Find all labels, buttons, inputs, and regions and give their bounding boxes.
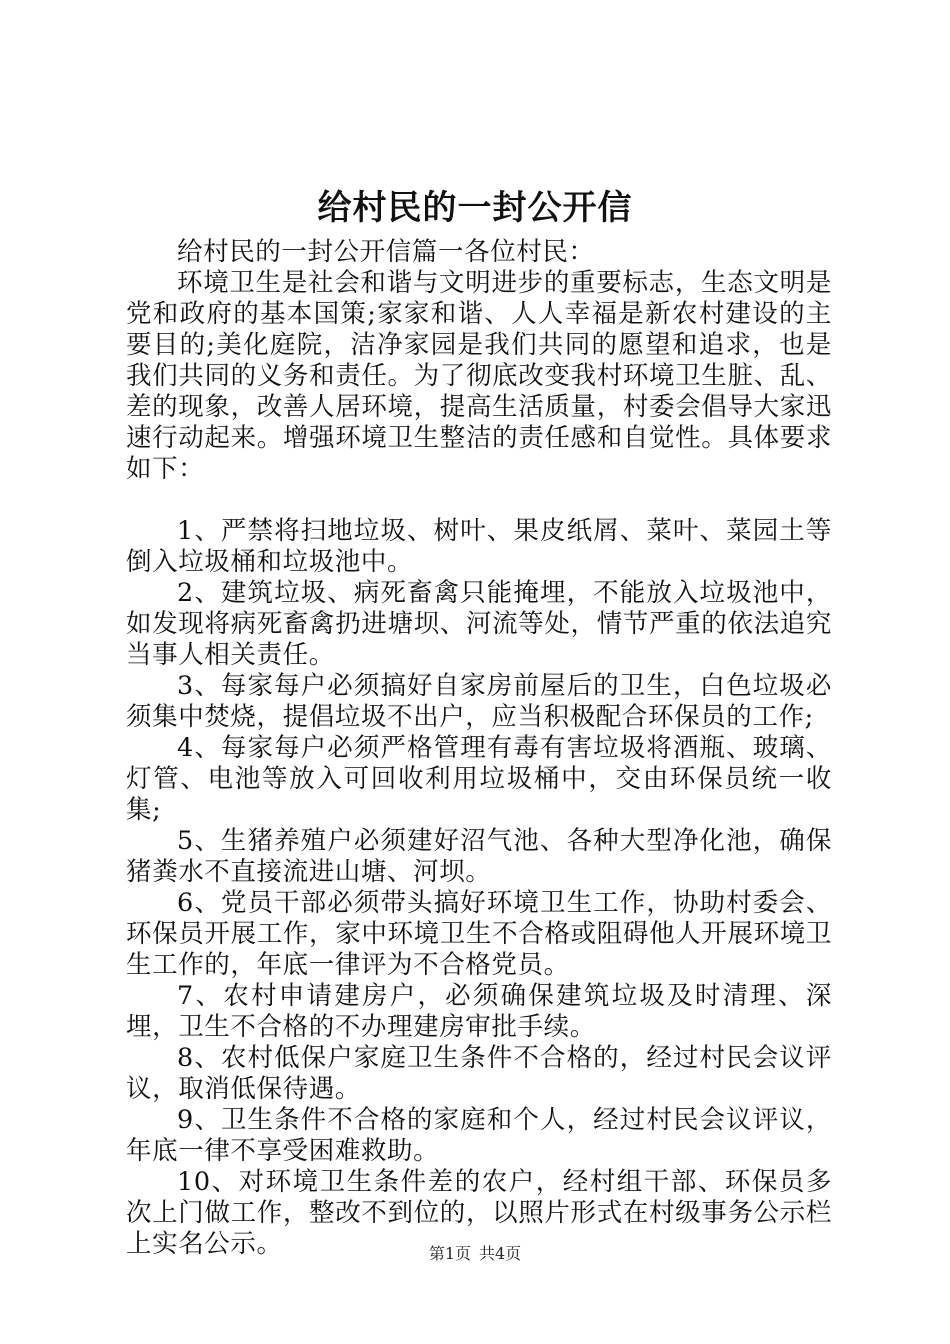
document-title: 给村民的一封公开信	[317, 188, 633, 228]
requirement-item-2: 2、建筑垃圾、病死畜禽只能掩埋，不能放入垃圾池中，如发现将病死畜禽扔进塘坝、河流等处，情节严重的依法追究当事人相关责任。	[126, 578, 832, 670]
intro-paragraph: 环境卫生是社会和谐与文明进步的重要标志，生态文明是党和政府的基本国策;家家和谐、人人幸福是新农村建设的主要目的;美化庭院，洁净家园是我们共同的愿望和追求，也是我们共同的义务和责任。为了彻底改变我村环境卫生脏、乱、差的现象，改善人居环境，提高生活质量，村委会倡导大家迅速行动起来。增强环境卫生整洁的责任感和自觉性。具体要求如下：	[126, 268, 832, 484]
page-number: 第1页	[428, 1244, 471, 1263]
requirement-item-8: 8、农村低保户家庭卫生条件不合格的，经过村民会议评议，取消低保待遇。	[126, 1043, 832, 1104]
salutation: 给村民的一封公开信篇一各位村民：	[177, 237, 595, 267]
page-total: 共4页	[479, 1244, 522, 1263]
paragraph-spacer	[126, 485, 832, 516]
requirement-item-7: 7、农村申请建房户，必须确保建筑垃圾及时清理、深埋，卫生不合格的不办理建房审批手续。	[126, 981, 832, 1042]
requirement-item-6: 6、党员干部必须带头搞好环境卫生工作，协助村委会、环保员开展工作，家中环境卫生不合格或阻碍他人开展环境卫生工作的，年底一律评为不合格党员。	[126, 888, 832, 980]
requirement-item-1: 1、严禁将扫地垃圾、树叶、果皮纸屑、菜叶、菜园土等倒入垃圾桶和垃圾池中。	[126, 516, 832, 577]
requirement-item-10: 10、对环境卫生条件差的农户，经村组干部、环保员多次上门做工作，整改不到位的，以照片形式在村级事务公示栏上实名公示。	[126, 1167, 832, 1259]
document-body	[126, 237, 832, 1260]
requirement-item-5: 5、生猪养殖户必须建好沼气池、各种大型净化池，确保猪粪水不直接流进山塘、河坝。	[126, 826, 832, 887]
requirement-item-4: 4、每家每户必须严格管理有毒有害垃圾将酒瓶、玻璃、灯管、电池等放入可回收利用垃圾桶中，交由环保员统一收集;	[126, 733, 832, 825]
requirement-item-3: 3、每家每户必须搞好自家房前屋后的卫生，白色垃圾必须集中焚烧，提倡垃圾不出户，应当积极配合环保员的工作;	[126, 671, 832, 732]
page-footer	[0, 1244, 950, 1264]
requirement-item-9: 9、卫生条件不合格的家庭和个人，经过村民会议评议，年底一律不享受困难救助。	[126, 1105, 832, 1166]
